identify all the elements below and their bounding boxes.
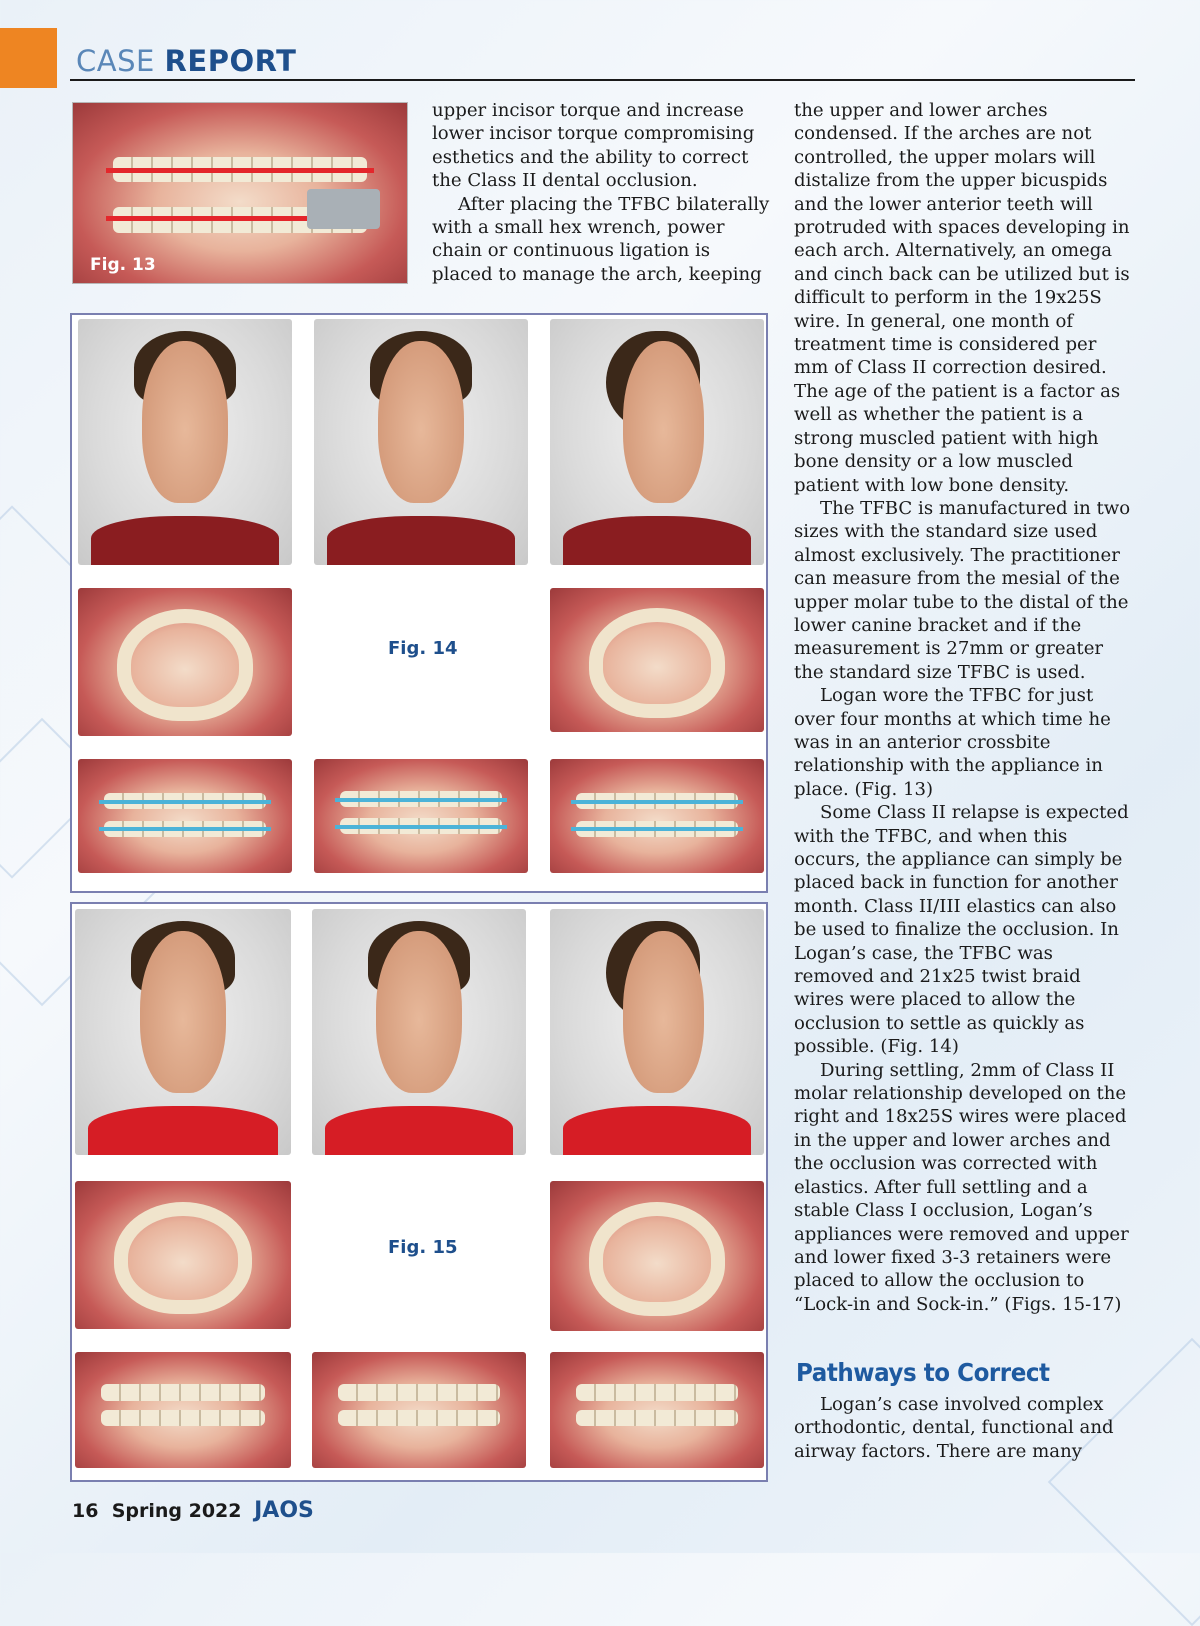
lower-occlusal-photo bbox=[550, 588, 764, 732]
lower-occlusal-photo bbox=[550, 1181, 764, 1331]
paragraph: After placing the TFBC bilaterally with a small hex wrench, power chain or continuous ligation is placed to manage the arch, keeping bbox=[432, 193, 770, 285]
paragraph: The TFBC is manufactured in two sizes with the standard size used almost exclusively. The practitioner can measure from the mesial of the upper molar tube to the distal of the lower canine bracket and if the measurement is 27mm or greater the standard size TFBC is used. bbox=[794, 497, 1131, 683]
journal-brand: JAOS bbox=[254, 1498, 314, 1523]
background-pattern bbox=[1048, 1338, 1200, 1626]
profile-photo bbox=[550, 319, 764, 565]
right-buccal-photo bbox=[75, 1352, 291, 1468]
paragraph: During settling, 2mm of Class II molar relationship developed on the right and 18x25S wires were placed in the upper and lower arches and the occlusion was corrected with elastics. After full settling and a stable Class I occlusion, Logan’s appliances were removed and upper and lower fixed 3-3 retainers were placed to allow the occlusion to “Lock-in and Sock-in.” (Figs. 15-17) bbox=[794, 1059, 1129, 1315]
right-buccal-photo bbox=[78, 759, 292, 873]
paragraph: the upper and lower arches condensed. If the arches are not controlled, the upper molars will distalize from the upper bicuspids and the lower anterior teeth will protruded with spaces developing in each arch. Alternatively, an omega and cinch back can be utilized but is difficult to perform in the 19x25S wire. In general, one month of treatment time is considered per mm of Class II correction desired. The age of the patient is a factor as well as whether the patient is a strong muscled patient with high bone density or a low muscled patient with low bone density. bbox=[794, 100, 1130, 496]
left-buccal-photo bbox=[550, 759, 764, 873]
issue-date: Spring 2022 bbox=[111, 1500, 242, 1522]
page-number: 16 bbox=[72, 1500, 99, 1522]
header-rule bbox=[70, 79, 1135, 81]
section-tab bbox=[0, 28, 57, 88]
paragraph: Logan wore the TFBC for just over four months at which time he was in an anterior crossbite relationship with the appliance in place. (Fig. 13) bbox=[794, 685, 1111, 800]
frontal-rest-photo bbox=[312, 909, 526, 1155]
frontal-intraoral-photo bbox=[314, 759, 528, 873]
upper-occlusal-photo bbox=[75, 1181, 291, 1329]
fig13-label: Fig. 13 bbox=[90, 255, 156, 275]
page-footer bbox=[72, 1498, 314, 1523]
section-header bbox=[76, 44, 296, 78]
paragraph: Logan’s case involved complex orthodontic, dental, functional and airway factors. There are many bbox=[794, 1394, 1114, 1462]
section-header-word2: REPORT bbox=[164, 44, 297, 78]
fig14-label: Fig. 14 bbox=[388, 638, 458, 659]
section-header-word1: CASE bbox=[76, 44, 155, 78]
upper-occlusal-photo bbox=[78, 588, 292, 736]
frontal-intraoral-photo bbox=[312, 1352, 526, 1468]
article-column-right bbox=[794, 99, 1134, 1316]
subheading: Pathways to Correct bbox=[796, 1358, 1050, 1387]
paragraph: upper incisor torque and increase lower incisor torque compromising esthetics and the ability to correct the Class II dental occlusion. bbox=[432, 100, 755, 192]
left-buccal-photo bbox=[550, 1352, 764, 1468]
fig15-label: Fig. 15 bbox=[388, 1237, 458, 1258]
fig15-panel bbox=[70, 902, 768, 1482]
profile-photo bbox=[550, 909, 764, 1155]
frontal-smile-photo bbox=[75, 909, 291, 1155]
frontal-rest-photo bbox=[314, 319, 528, 565]
article-column-middle bbox=[432, 99, 772, 286]
article-column-right-continued bbox=[794, 1393, 1134, 1463]
paragraph: Some Class II relapse is expected with the TFBC, and when this occurs, the appliance can simply be placed back in function for another month. Class II/III elastics can also be used to finalize the occlusion. In Logan’s case, the TFBC was removed and 21x25 twist braid wires were placed to allow the occlusion to settle as quickly as possible. (Fig. 14) bbox=[794, 802, 1129, 1058]
frontal-smile-photo bbox=[78, 319, 292, 565]
fig14-panel bbox=[70, 313, 768, 893]
